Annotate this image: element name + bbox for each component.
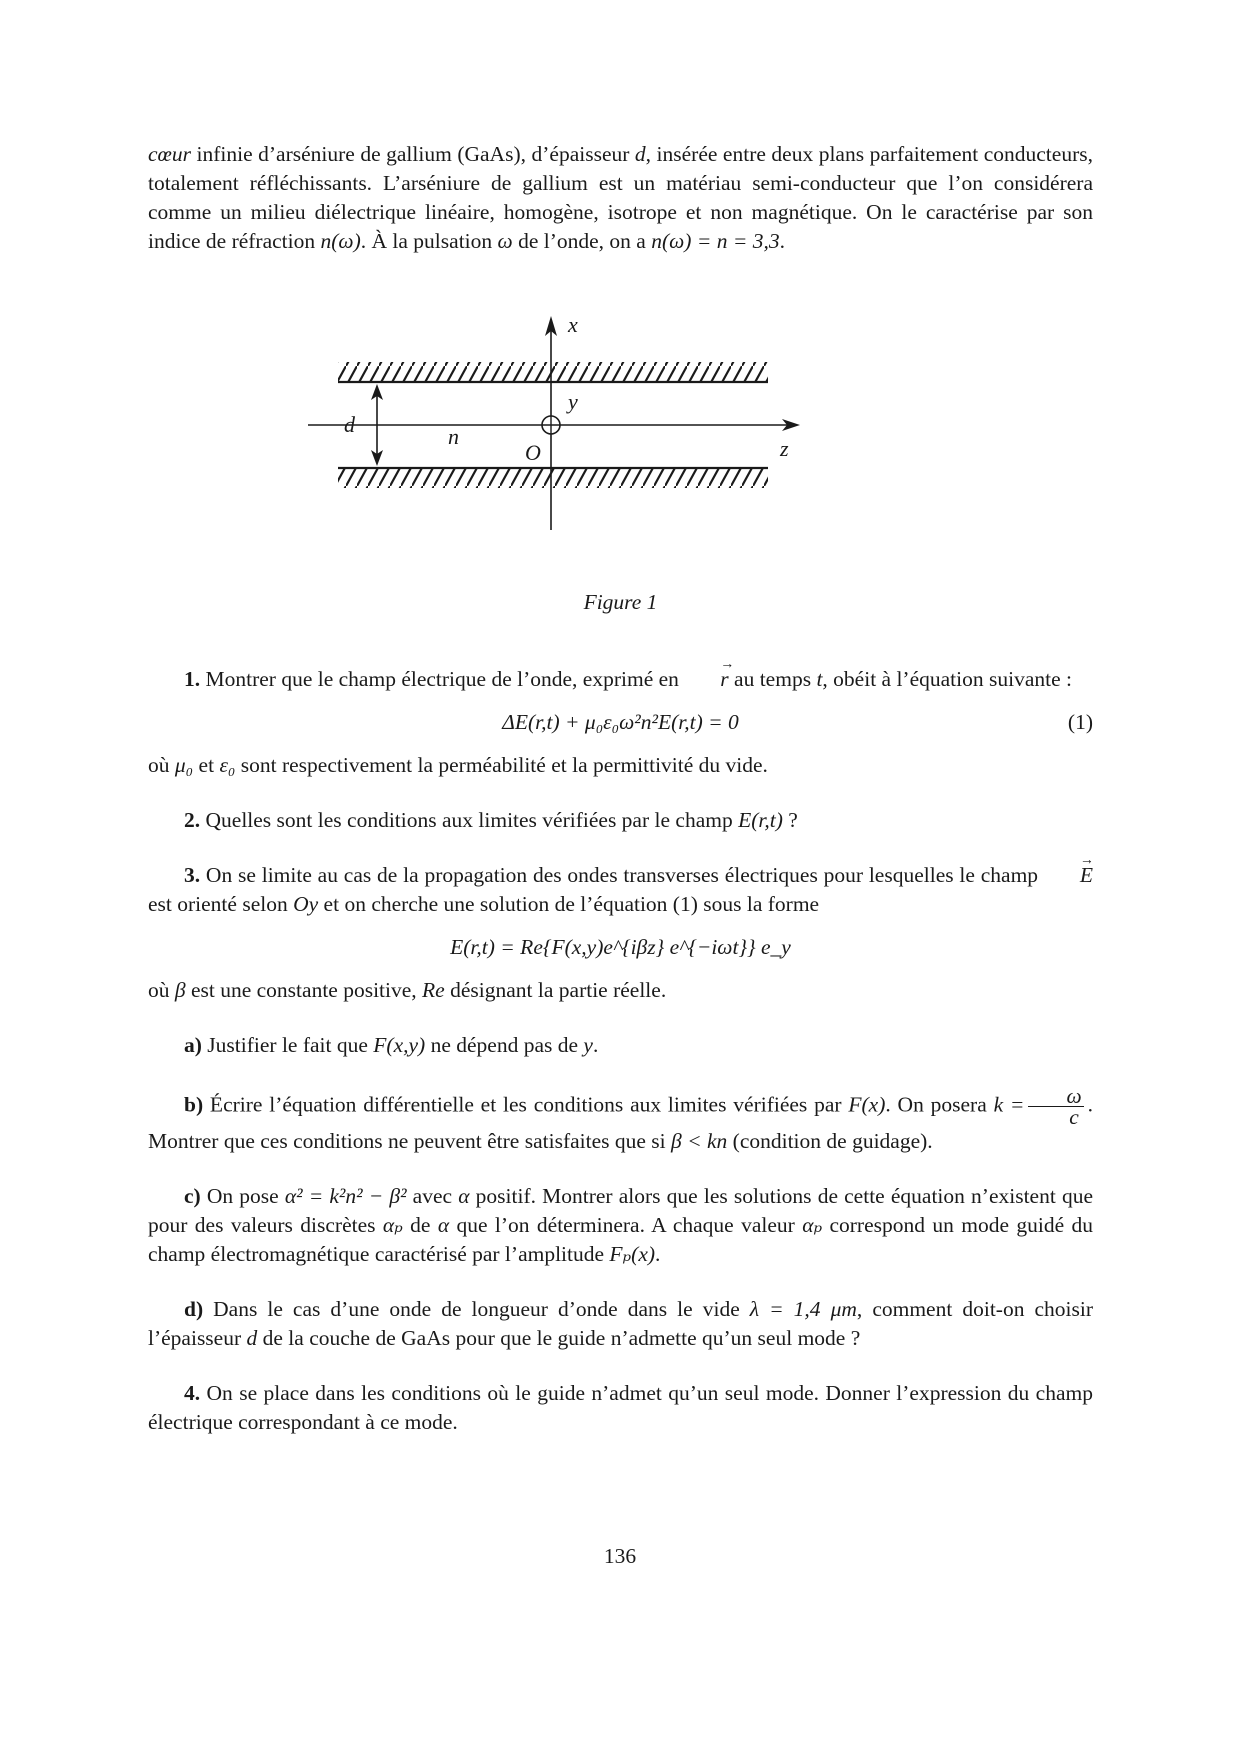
q1-after-text: où	[148, 753, 175, 777]
q4-number: 4.	[184, 1381, 201, 1405]
equation-1	[148, 708, 1093, 737]
q1-mu0: μ₀	[174, 753, 194, 777]
q3b-text: . On posera	[885, 1092, 994, 1117]
q3a-fxy: F(x,y)	[373, 1033, 426, 1057]
figure-caption: Figure 1	[583, 590, 658, 614]
q3a-text: ne dépend pas de	[425, 1033, 584, 1057]
q1-r: → r	[684, 665, 728, 694]
q3d-d: d	[246, 1326, 258, 1350]
q2-number: 2.	[184, 808, 201, 832]
q3b-frac-top: ω	[1028, 1086, 1083, 1107]
intro-paragraph	[148, 140, 1093, 256]
intro-text: , insérée entre deux plans parfaitement conducteurs, totalement réfléchissants. L’arséniure de gallium est un matériau semi-conducteur que l’on considérera comme un milieu diélectrique linéaire, homogène, isotrope et non magnétique. On le caractérise par son indice de réfraction	[148, 142, 1093, 253]
question-3c	[148, 1182, 1093, 1269]
q1-after-text: et	[193, 753, 220, 777]
question-4	[148, 1379, 1093, 1437]
q3c-label: c)	[184, 1184, 201, 1208]
equation-2	[148, 933, 1093, 962]
intro-text: .	[779, 229, 785, 253]
label-y: y	[568, 389, 578, 414]
q3-beta: β	[174, 978, 186, 1002]
intro-n-value: n(ω) = n = 3,3	[651, 229, 780, 253]
intro-omega: ω	[497, 229, 513, 253]
label-origin: O	[525, 440, 541, 465]
q3a-end: .	[592, 1033, 599, 1057]
q1-t: t	[816, 667, 823, 691]
figure-1	[148, 306, 1093, 596]
q3-e: → E	[1044, 861, 1093, 890]
q3c-text: positif. Montrer alors que les solutions de cette équation n’existent que pour des valeurs discrètes	[148, 1184, 1094, 1237]
q3-text: On se limite au cas de la propagation des ondes transverses électriques pour lesquelles le champ	[200, 863, 1044, 887]
page-number: 136	[603, 1544, 637, 1568]
q3c-text: avec	[406, 1184, 459, 1208]
q3d-text: de la couche de GaAs pour que le guide n’admette qu’un seul mode ?	[257, 1326, 861, 1350]
q3a-label: a)	[184, 1033, 202, 1057]
q3c-equation: α² = k²n² − β²	[284, 1184, 407, 1208]
q3d-text: , comment doit-on choisir l’épaisseur	[148, 1297, 1094, 1350]
q3c-text: de	[402, 1213, 438, 1237]
intro-n-omega: n(ω)	[320, 229, 361, 253]
question-3a	[148, 1031, 1093, 1060]
equation-1-content: ΔE(r,t) + μ₀ε₀ω²n²E(r,t) = 0	[502, 710, 739, 734]
question-3d	[148, 1295, 1093, 1353]
q2-field: E(r,t)	[738, 808, 783, 832]
question-1	[148, 665, 1093, 694]
question-3b	[148, 1086, 1093, 1156]
q3c-alphap: αₚ	[382, 1213, 403, 1237]
q3-after	[148, 976, 1093, 1005]
q3c-end: .	[655, 1242, 661, 1266]
q3c-text: que l’on déterminera. A chaque valeur	[449, 1213, 803, 1237]
q1-number: 1.	[184, 667, 201, 691]
q3c-text: On pose	[200, 1184, 285, 1208]
q3b-text: (condition de guidage).	[727, 1129, 933, 1153]
label-d: d	[344, 412, 355, 437]
q3d-text: Dans le cas d’une onde de longueur d’onde dans le vide	[203, 1297, 750, 1321]
q3c-alphap: αₚ	[802, 1213, 823, 1237]
q4-text: On se place dans les conditions où le guide n’admet qu’un seul mode. Donner l’expression du champ électrique correspondant à ce mode.	[148, 1381, 1093, 1434]
intro-d: d	[634, 142, 646, 166]
q3c-text: correspond un mode guidé du champ électromagnétique caractérisé par l’amplitude	[148, 1213, 1093, 1266]
q3-text: est orienté selon	[148, 892, 294, 916]
equation-2-content: E(r,t) = Re{F(x,y)e^{iβz} e^{−iωt}} e_y	[450, 935, 791, 959]
q1-after	[148, 751, 1093, 780]
q3a-text: Justifier le fait que	[201, 1033, 374, 1057]
q3-oy: Oy	[293, 892, 319, 916]
q3b-fraction	[1028, 1086, 1083, 1127]
waveguide-diagram	[148, 306, 1093, 596]
q3b-k: k =	[993, 1092, 1025, 1117]
question-2	[148, 806, 1093, 835]
q1-text: Montrer que le champ électrique de l’onde, exprimé en	[200, 667, 685, 691]
q3b-fx: F(x)	[848, 1092, 886, 1117]
top-plate-hatch	[338, 362, 768, 382]
q1-text: au temps	[728, 667, 817, 691]
q3d-label: d)	[184, 1297, 204, 1321]
label-x: x	[568, 312, 578, 337]
q2-text: Quelles sont les conditions aux limites vérifiées par le champ	[200, 808, 739, 832]
page-content	[148, 140, 1093, 1437]
q2-end: ?	[782, 808, 798, 832]
q3b-text: . Montrer que ces conditions ne peuvent être satisfaites que si	[148, 1092, 1093, 1153]
q3-re: Re	[422, 978, 445, 1002]
q3-text: et on cherche une solution de l’équation (1) sous la forme	[318, 892, 820, 916]
intro-coeur: cœur	[148, 142, 191, 166]
intro-text: infinie d’arséniure de gallium (GaAs), d’épaisseur	[191, 142, 635, 166]
q3-number: 3.	[184, 863, 201, 887]
q3c-alpha: α	[458, 1184, 470, 1208]
q3c-fp: Fₚ(x)	[609, 1242, 656, 1266]
q3b-frac-bot: c	[1069, 1105, 1079, 1129]
q3b-condition: β < kn	[671, 1129, 728, 1153]
q1-text: , obéit à l’équation suivante :	[822, 667, 1072, 691]
q3-after-text: où	[148, 978, 175, 1002]
question-3	[148, 861, 1093, 919]
intro-text: . À la pulsation	[360, 229, 498, 253]
equation-1-number: (1)	[1067, 710, 1093, 734]
q3a-y: y	[583, 1033, 593, 1057]
label-n: n	[448, 424, 459, 449]
q1-eps0: ε₀	[219, 753, 236, 777]
q3b-label: b)	[184, 1092, 204, 1117]
q1-after-text: sont respectivement la perméabilité et la permittivité du vide.	[235, 753, 768, 777]
bottom-plate-hatch	[338, 468, 768, 488]
label-z: z	[780, 436, 789, 461]
q3d-lambda: λ = 1,4 μm	[749, 1297, 857, 1321]
q3-after-text: est une constante positive,	[185, 978, 423, 1002]
intro-text: de l’onde, on a	[512, 229, 652, 253]
q3c-alpha: α	[437, 1213, 450, 1237]
q3-after-text: désignant la partie réelle.	[444, 978, 667, 1002]
q3b-text: Écrire l’équation différentielle et les conditions aux limites vérifiées par	[203, 1092, 849, 1117]
